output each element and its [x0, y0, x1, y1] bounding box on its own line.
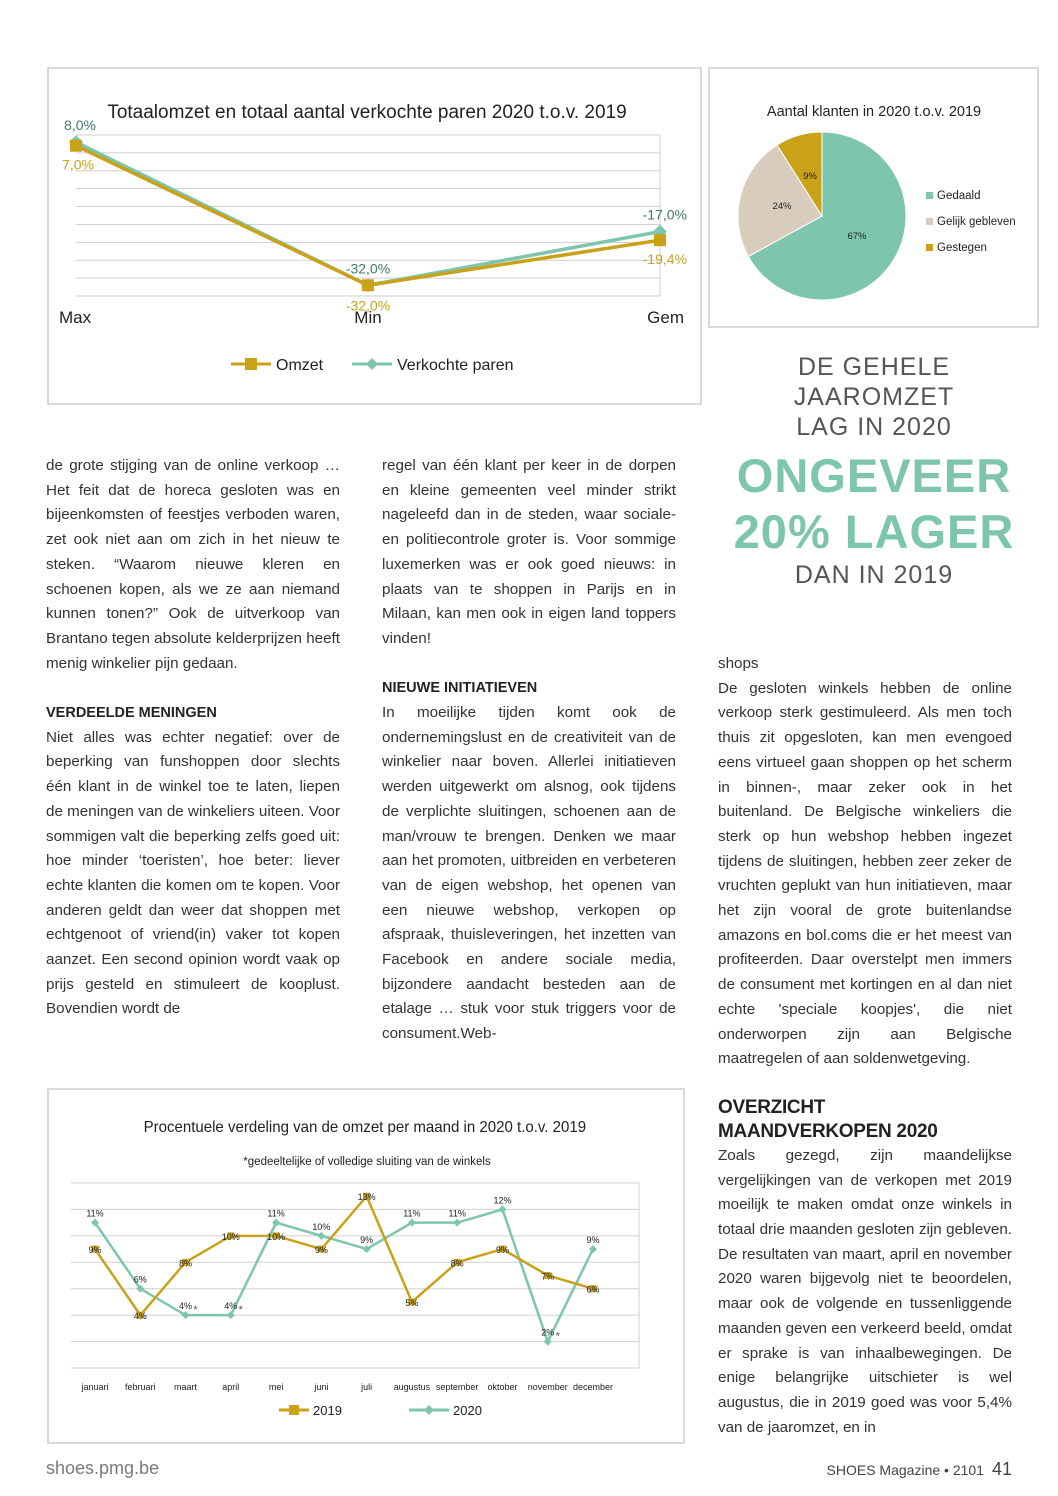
data-label: 6% — [133, 1274, 147, 1285]
data-label: 8% — [179, 1258, 193, 1269]
data-point-omzet — [362, 279, 374, 291]
footer-publication — [827, 1459, 1012, 1480]
chart-customers-svg — [710, 69, 1037, 326]
footer-magazine: SHOES Magazine • 2101 — [826, 1462, 984, 1478]
data-point-2020 — [498, 1205, 506, 1213]
data-point-omzet — [654, 234, 666, 246]
data-label: 9% — [88, 1245, 102, 1256]
chart-revenue-pairs-svg — [49, 69, 700, 403]
data-point-2020 — [272, 1219, 280, 1227]
data-label: -17,0% — [642, 206, 687, 223]
x-axis-tick-label: september — [435, 1382, 479, 1392]
data-point-2020 — [227, 1311, 235, 1319]
data-label: 13% — [357, 1192, 376, 1203]
legend-label-2020: 2020 — [453, 1403, 482, 1418]
paragraph: Zoals gezegd, zijn maandelijkse vergelijkingen van de verkopen met 2019 moeilijk te maken omdat onze winkels in totaal drie maanden gesloten zijn gebleven. De resultaten van maart, april en november 2020 waren bijgevolg niet te beoordelen, maar ook de volgende en tussenliggende maanden geven een verkeerd beeld, omdat er sprake is van inhaalbewegingen. De enige belangrijke uitschieter is wel augustus, die in 2019 goed was voor 5,4% van de jaaromzet, en in — [718, 1146, 1012, 1436]
closure-asterisk: * — [238, 1304, 243, 1317]
chart-monthly-revenue-svg — [49, 1090, 683, 1442]
legend-label: Gestegen — [937, 242, 987, 254]
series-line-2020 — [95, 1209, 593, 1341]
data-label: 10% — [221, 1231, 240, 1242]
x-axis-tick-label: december — [572, 1382, 614, 1392]
article-column-1 — [46, 454, 340, 1022]
paragraph: De gesloten winkels hebben de online verkoop sterk gestimuleerd. Als men toch thuis zit opgesloten, kan men evengoed eens virtueel gaan shoppen op het scherm in binnen-, maar zeker ook in het buitenland. De Belgische winkeliers die sterk op hun webshop hebben ingezet tijdens de sluitingen, hebben zeer zeker de vruchten geplukt van hun initiatieven, maar het zijn vooral de grote buitenlandse amazons en bol.coms die er het meest van profiteerden. Daar overstelpt men immers de consument met kortingen en al dan niet echte 'speciale koopjes', die niet onderworpen zijn aan Belgische maatregelen of aan soldenwetgeving. — [718, 679, 1012, 1068]
article-column-2 — [382, 454, 676, 1047]
chart-subtitle: *gedeeltelijke of volledige sluiting van de winkels — [243, 1156, 491, 1168]
x-axis-tick-label: mei — [268, 1382, 284, 1392]
data-label: 10% — [267, 1231, 286, 1242]
quote-line: DAN IN 2019 — [794, 561, 954, 589]
chart-monthly-revenue — [47, 1088, 685, 1444]
data-point-omzet — [70, 140, 82, 152]
section-heading: OVERZICHT — [718, 1096, 826, 1118]
legend-swatch — [926, 218, 933, 225]
data-label: 7% — [541, 1271, 555, 1282]
x-axis-tick-label: januari — [81, 1382, 109, 1392]
x-axis-tick-label: Min — [354, 308, 382, 327]
x-axis-tick-label: Gem — [647, 308, 684, 327]
chart-title: Aantal klanten in 2020 t.o.v. 2019 — [766, 104, 982, 120]
footer-website: shoes.pmg.be — [46, 1458, 160, 1478]
data-label: 9% — [495, 1245, 509, 1256]
x-axis-tick-label: februari — [125, 1382, 156, 1392]
data-label: 5% — [405, 1297, 419, 1308]
legend-swatch — [926, 244, 933, 251]
data-point-2020 — [589, 1245, 597, 1253]
closure-asterisk: * — [555, 1330, 560, 1343]
closure-asterisk: * — [193, 1304, 198, 1317]
quote-highlight: ONGEVEER — [736, 449, 1012, 502]
data-label: 4% — [133, 1311, 147, 1322]
paragraph: shops — [718, 655, 759, 672]
data-label: 11% — [86, 1208, 104, 1219]
section-heading: VERDEELDE MENINGEN — [46, 705, 217, 722]
paragraph: Niet alles was echter negatief: over de beperking van funshoppen door slechts één klant in de winkel toe te laten, liepen de meningen van de winkeliers uiteen. Voor sommigen valt die beperking zelfs goed uit: hoe minder ‘toeristen’, hoe beter: liever echte klanten die komen om te kopen. Voor anderen geldt dan weer dat shoppen met echtgenoot of vriend(in) vaker tot kopen aanzet. Een second opinion wordt vaak op prijs gesteld en stimuleert de kooplust. Bovendien wordt de — [46, 728, 340, 1018]
legend-marker-2020 — [424, 1405, 434, 1415]
x-axis-tick-label: augustus — [393, 1382, 431, 1392]
chart-customers — [708, 67, 1039, 328]
data-point-2020 — [544, 1338, 552, 1346]
data-label: 7,0% — [62, 156, 94, 173]
chart-revenue-pairs — [47, 67, 702, 405]
data-label: -32,0% — [345, 297, 391, 314]
x-axis-tick-label: maart — [174, 1382, 198, 1392]
data-label: 4% — [224, 1301, 238, 1312]
chart-title: Totaalomzet en totaal aantal verkochte paren 2020 t.o.v. 2019 — [107, 102, 627, 123]
x-axis-tick-label: juni — [314, 1382, 329, 1392]
data-label: 11% — [403, 1208, 421, 1219]
paragraph: de grote stijging van de online verkoop … Het feit dat de horeca gesloten was en bijeenkomsten of feestjes verboden waren, zet ook niet aan om zich in het nieuw te steken. “Waarom nieuwe kleren en schoenen kopen, als we ze aan niemand kunnen tonen?” Ook de uitverkoop van Brantano tegen absolute kelderprijzen heeft menig winkelier pijn gedaan. — [46, 457, 340, 672]
x-axis-tick-label: Max — [59, 308, 92, 327]
legend-label: Gelijk gebleven — [937, 216, 1016, 228]
paragraph: In moeilijke tijden komt ook de ondernemingslust en de creativiteit van de winkelier naar boven. Allerlei initiatieven werden uitgewerkt om alsnog, ook tijdens de verplichte sluitingen, schoenen aan de man/vrouw te brengen. Denken we maar aan het promoten, uitbreiden en verbeteren van de eigen webshop, het openen van een nieuwe webshop, verkopen op afspraak, thuisleveringen, het inzetten van Facebook en andere sociale media, bijzondere aandacht besteden aan de etalage … stuk voor stuk triggers voor de consument.Web- — [382, 704, 676, 1043]
quote-line: JAAROMZET — [793, 383, 955, 411]
quote-line: DE GEHELE — [797, 353, 951, 381]
legend-marker-2019 — [289, 1405, 299, 1415]
section-heading: NIEUWE INITIATIEVEN — [382, 680, 538, 697]
x-axis-tick-label: november — [527, 1382, 568, 1392]
data-label: 10% — [312, 1221, 331, 1232]
article-column-3 — [718, 652, 1012, 1440]
pie-slice-label: 67% — [847, 231, 867, 242]
pull-quote — [718, 352, 1030, 590]
quote-highlight: 20% LAGER — [733, 505, 1015, 558]
data-label: -19,4% — [642, 251, 687, 268]
pie-slice-label: 9% — [803, 171, 817, 182]
data-label: 11% — [267, 1208, 285, 1219]
data-label: 8% — [450, 1258, 464, 1269]
chart-title: Procentuele verdeling van de omzet per maand in 2020 t.o.v. 2019 — [143, 1118, 587, 1137]
data-label: 6% — [586, 1284, 600, 1295]
data-label: 2% — [541, 1327, 555, 1338]
data-label: 4% — [179, 1301, 193, 1312]
legend-label-paren: Verkochte paren — [397, 357, 514, 374]
legend-marker-paren — [366, 358, 378, 370]
data-point-2020 — [453, 1219, 461, 1227]
data-label: 11% — [448, 1208, 466, 1219]
paragraph: regel van één klant per keer in de dorpen en kleine gemeenten veel minder strikt nageleefd dan in de steden, waar sociale- en politiecontrole groter is. Voor sommige luxemerken was er ook goed nieuws: in plaats van te shoppen in Parijs en in Milaan, kan men ook in eigen land toppers vinden! — [382, 457, 676, 647]
page-number: 41 — [991, 1459, 1012, 1479]
data-label: 9% — [360, 1235, 374, 1246]
section-heading: MAANDVERKOPEN 2020 — [718, 1120, 938, 1142]
pie-slice-label: 24% — [772, 201, 792, 212]
data-label: 12% — [493, 1195, 512, 1206]
x-axis-tick-label: april — [222, 1382, 240, 1392]
data-label: 8,0% — [64, 117, 96, 134]
data-label: 9% — [314, 1245, 328, 1256]
legend-label-2019: 2019 — [313, 1403, 342, 1418]
legend-swatch — [926, 192, 933, 199]
legend-marker-omzet — [245, 358, 257, 370]
data-point-2020 — [317, 1232, 325, 1240]
data-label: -32,0% — [345, 260, 391, 277]
x-axis-tick-label: oktober — [487, 1382, 518, 1392]
legend-label-omzet: Omzet — [276, 357, 324, 374]
legend-label: Gedaald — [937, 190, 981, 202]
x-axis-tick-label: juli — [361, 1382, 373, 1392]
data-label: 9% — [586, 1235, 600, 1246]
quote-line: LAG IN 2020 — [796, 413, 952, 441]
